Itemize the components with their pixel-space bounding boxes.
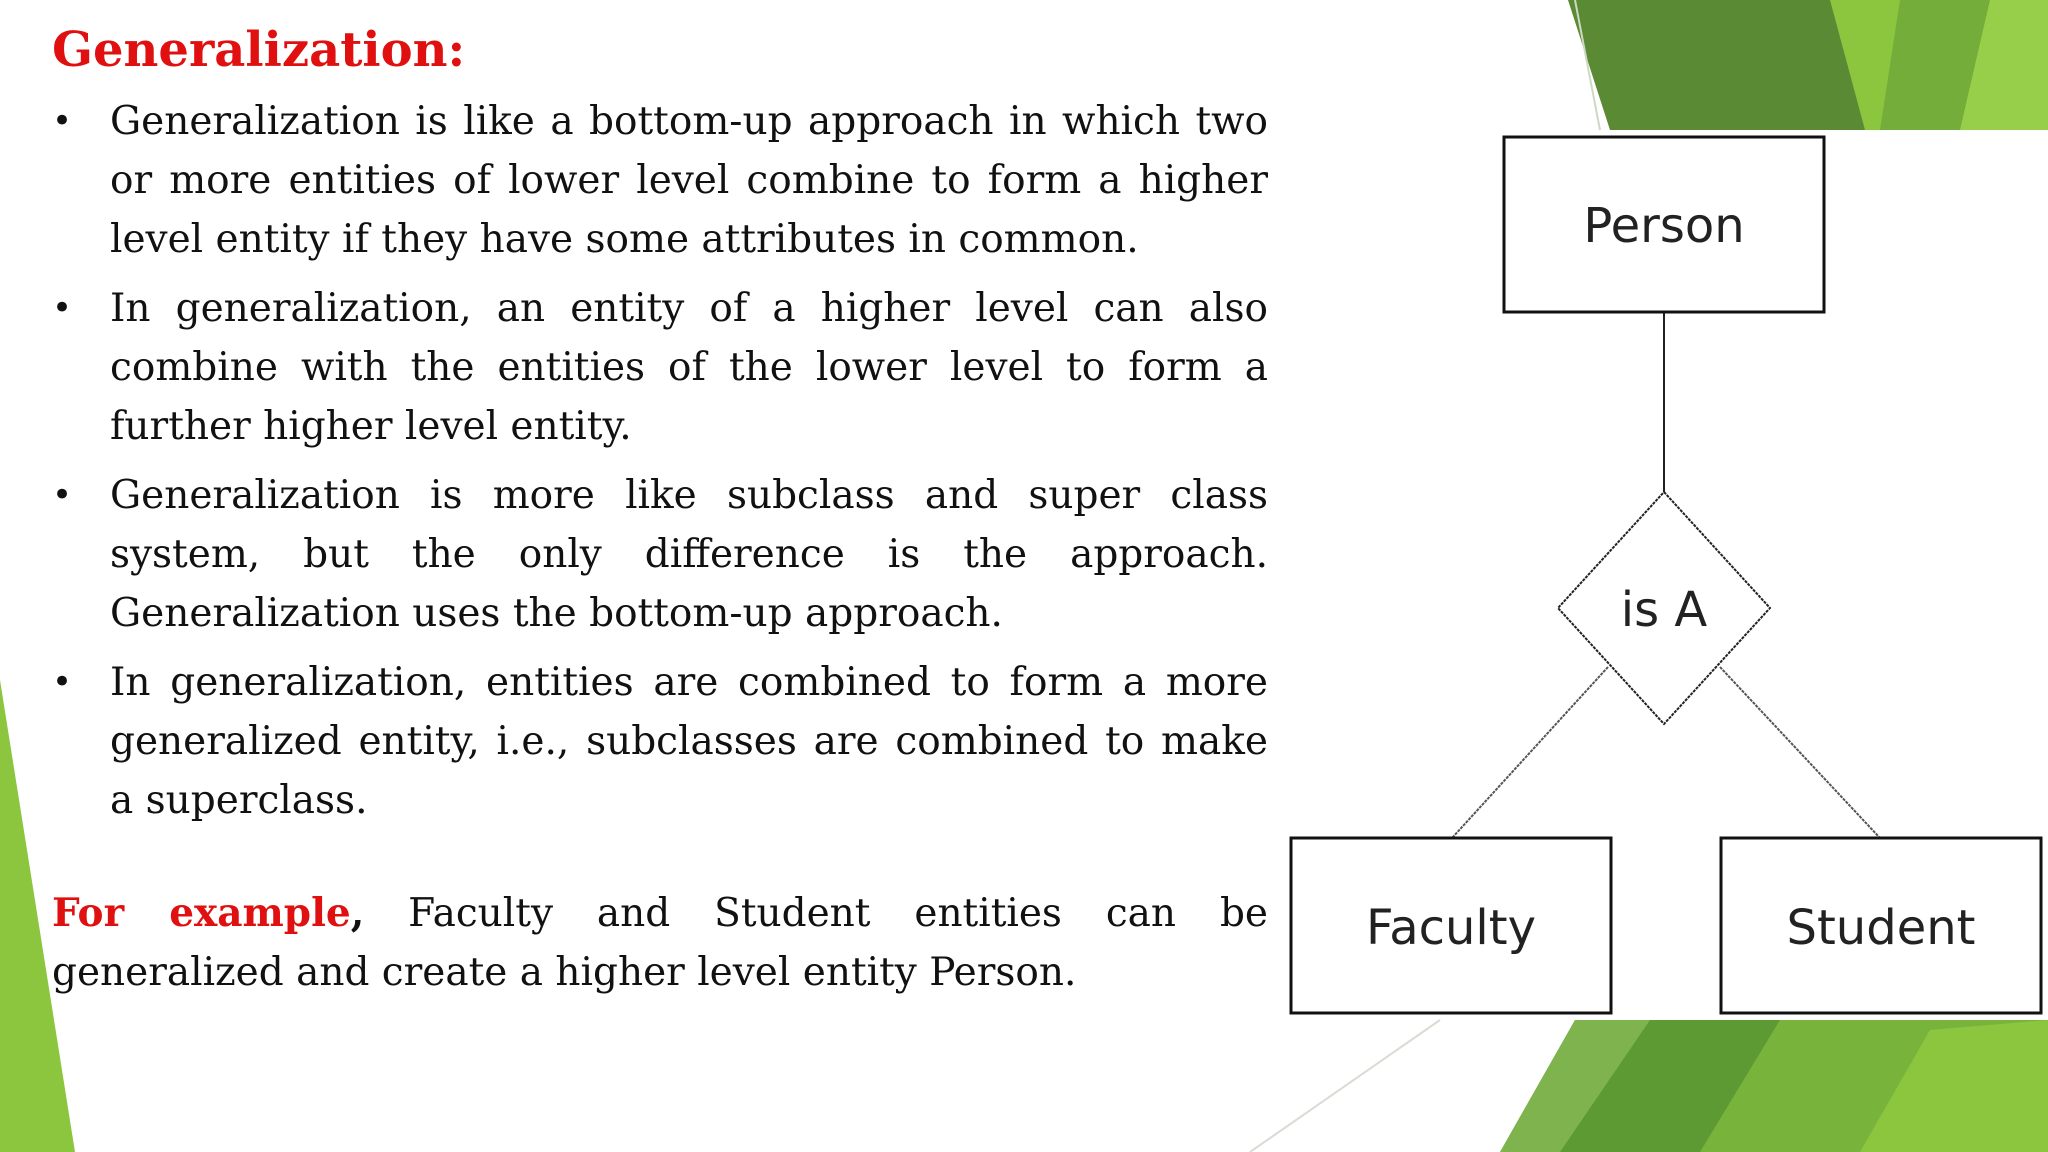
relationship-isa	[1558, 492, 1770, 724]
bullet-dot: •	[52, 475, 73, 515]
entity-faculty	[1291, 838, 1611, 1013]
entity-person-label: Person	[1583, 198, 1745, 254]
bullet-dot: •	[52, 101, 73, 141]
entity-person	[1504, 137, 1824, 312]
slide-title: Generalization:	[52, 22, 466, 78]
connector-isa-student	[1720, 667, 1880, 838]
example-comma: ,	[350, 890, 365, 936]
connector-isa-faculty	[1452, 667, 1608, 838]
entity-faculty-label: Faculty	[1366, 900, 1536, 956]
bullet-text: Generalization is more like subclass and super class system, but the only difference is the approach. Generalization uses the bottom-up approach.	[110, 473, 1268, 636]
example-text: Faculty and Student entities can be generalized and create a higher level entity Person.	[52, 891, 1268, 995]
bullet-text: Generalization is like a bottom-up approach in which two or more entities of lower level combine to form a higher level entity if they have some attributes in common.	[110, 99, 1268, 262]
bullet-text: In generalization, an entity of a higher level can also combine with the entities of the lower level to form a further higher level entity.	[110, 286, 1268, 449]
relationship-isa-label: is A	[1620, 582, 1708, 638]
bullet-dot: •	[52, 662, 73, 702]
example-lead: For example	[52, 890, 351, 936]
bullet-text: In generalization, entities are combined to form a more generalized entity, i.e., subclasses are combined to make a superclass.	[110, 660, 1268, 823]
bullet-dot: •	[52, 288, 73, 328]
entity-student-label: Student	[1786, 900, 1976, 956]
entity-student	[1721, 838, 2041, 1013]
